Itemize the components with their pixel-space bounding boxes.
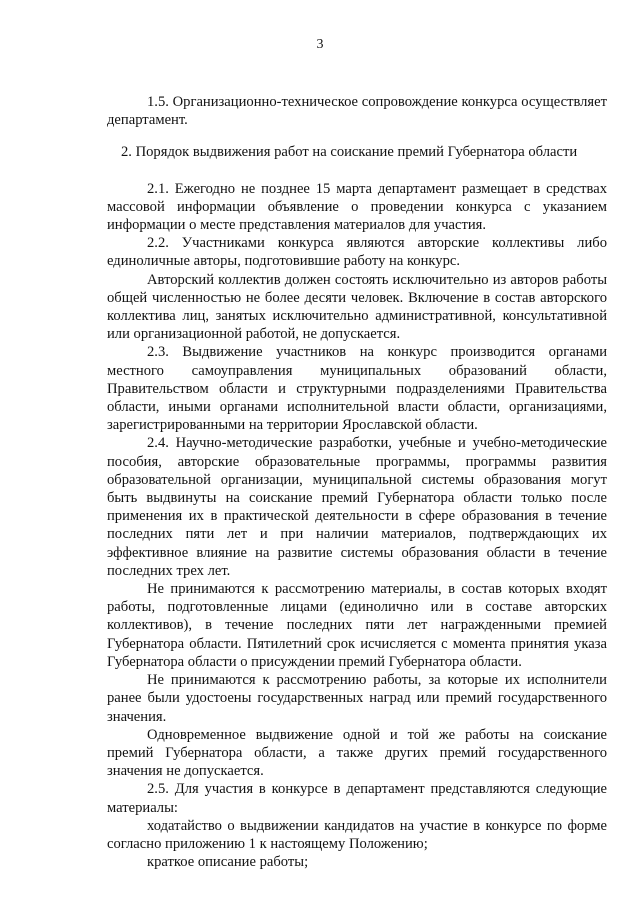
paragraph-2-2: 2.2. Участниками конкурса являются авторские коллективы либо единоличные авторы, подготовившие работу на конкурс.: [107, 235, 607, 270]
list-item-short-description: краткое описание работы;: [147, 854, 309, 871]
paragraph-author-collective: Авторский коллектив должен состоять исключительно из авторов работы общей численностью не более десяти человек. Включение в состав авторского коллектива лиц, занятых исключительно административной, консультативной или организационной работой, не допускается.: [107, 271, 607, 343]
section-heading: 2. Порядок выдвижения работ на соискание премий Губернатора области: [121, 144, 578, 161]
paragraph-2-1: 2.1. Ежегодно не позднее 15 марта департамент размещает в средствах массовой информации объявление о проведении конкурса с указанием информации о месте представления материалов для участия.: [107, 180, 607, 234]
paragraph-2-3: 2.3. Выдвижение участников на конкурс производится органами местного самоуправления муниципальных образований области, Правительством области и структурными подразделениями Правительства области, иными органами исполнительной власти области, организациями, зарегистрированными на территории Ярославской области.: [107, 344, 607, 434]
page-number: 3: [316, 37, 324, 52]
paragraph-1-5: 1.5. Организационно-техническое сопровождение конкурса осуществляет департамент.: [107, 94, 607, 129]
document-body: [107, 93, 607, 871]
paragraph-simultaneous-nomination: Одновременное выдвижение одной и той же работы на соискание премий Губернатора области, а также других премий государственного значения не допускается.: [107, 726, 607, 780]
paragraph-2-5: 2.5. Для участия в конкурсе в департамент представляются следующие материалы:: [107, 781, 607, 816]
paragraph-2-4: 2.4. Научно-методические разработки, учебные и учебно-методические пособия, авторские образовательные программы, программы развития образовательной организации, муниципальной системы образования могут быть выдвинуты на соискание премий Губернатора области только после применения их в практической деятельности в сфере образования в течение последних пяти лет и при наличии материалов, подтверждающих их эффективное влияние на развитие системы образования области в течение последних трех лет.: [107, 435, 607, 579]
paragraph-not-accepted-works: Не принимаются к рассмотрению работы, за которые их исполнители ранее были удостоены государственных наград или премий государственного значения.: [107, 672, 607, 725]
paragraph-not-accepted-materials: Не принимаются к рассмотрению материалы, в состав которых входят работы, подготовленные лицами (единолично или в составе авторских коллективов), в течение последних пяти лет награжденными премией Губернатора области. Пятилетний срок исчисляется с момента принятия указа Губернатора области о присуждении премий Губернатора области.: [107, 581, 607, 670]
list-item-petition: ходатайство о выдвижении кандидатов на участие в конкурсе по форме согласно приложению 1 к настоящему Положению;: [107, 817, 607, 852]
